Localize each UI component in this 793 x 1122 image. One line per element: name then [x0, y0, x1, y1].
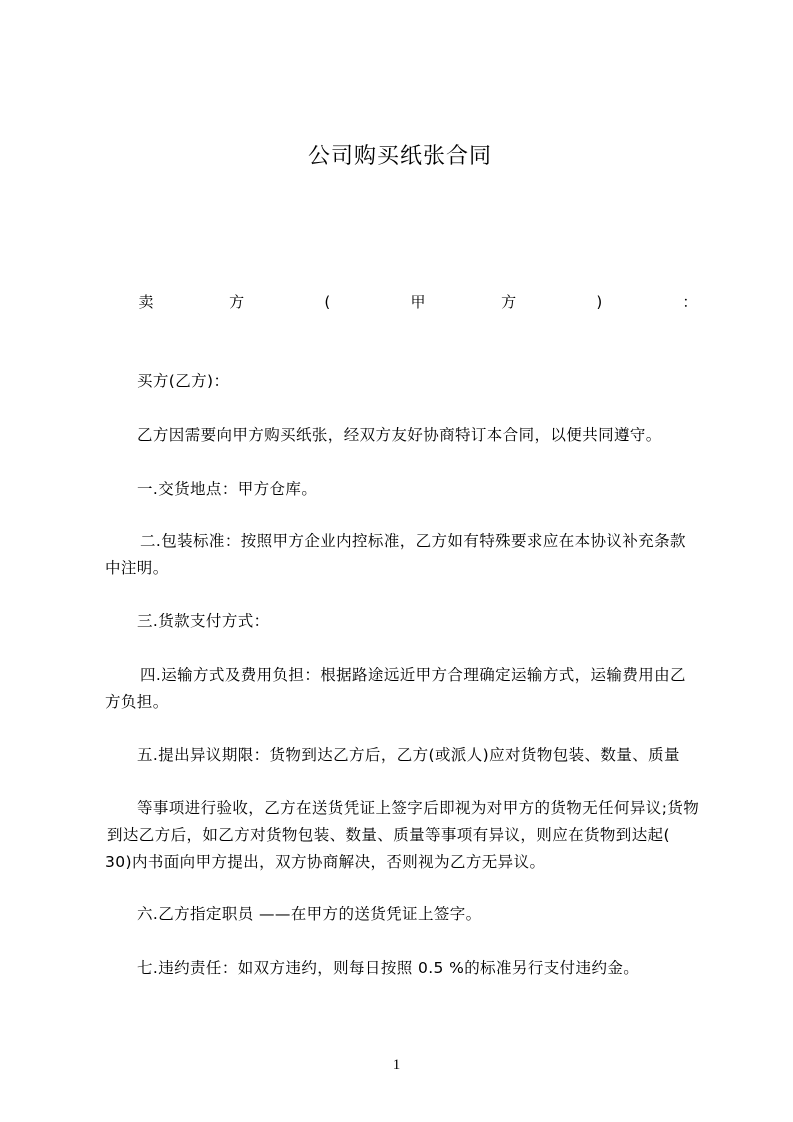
clause-4-line: 四.运输方式及费用负担：根据路途远近甲方合理确定运输方式，运输费用由乙 — [140, 666, 686, 684]
seller-char: ) — [596, 293, 603, 311]
clause-5: 五.提出异议期限：货物到达乙方后，乙方(或派人)应对货物包装、数量、质量 — [137, 746, 680, 764]
seller-char: 甲 — [410, 293, 426, 311]
seller-char: ( — [324, 293, 331, 311]
document-title: 公司购买纸张合同 — [307, 144, 492, 169]
clause-6: 六.乙方指定职员 ——在甲方的送货凭证上签字。 — [137, 905, 482, 923]
clause-2-line: 二.包装标准：按照甲方企业内控标准，乙方如有特殊要求应在本协议补充条款 — [140, 532, 686, 550]
preamble: 乙方因需要向甲方购买纸张，经双方友好协商特订本合同，以便共同遵守。 — [137, 426, 662, 444]
seller-line — [138, 292, 698, 312]
clause-7: 七.违约责任：如双方违约，则每日按照 0.5 %的标准另行支付违约金。 — [137, 959, 640, 977]
page-number: 1 — [392, 1057, 401, 1073]
clause-5-continuation-line: 等事项进行验收，乙方在送货凭证上签字后即视为对甲方的货物无任何异议;货物 — [137, 799, 700, 817]
clause-5-continuation-line: 到达乙方后，如乙方对货物包装、数量、质量等事项有异议，则应在货物到达起( — [107, 826, 670, 844]
seller-char: 方 — [229, 293, 245, 311]
clause-3: 三.货款支付方式： — [137, 612, 270, 630]
buyer-line: 买方(乙方)： — [137, 372, 230, 390]
clause-4-line: 方负担。 — [105, 693, 169, 711]
seller-char: 卖 — [138, 293, 154, 311]
seller-char: ： — [682, 293, 698, 311]
clause-2-line: 中注明。 — [105, 559, 169, 577]
clause-1: 一.交货地点：甲方仓库。 — [137, 480, 318, 498]
clause-5-continuation-line: 30)内书面向甲方提出，双方协商解决，否则视为乙方无异议。 — [105, 853, 546, 871]
seller-char: 方 — [501, 293, 517, 311]
